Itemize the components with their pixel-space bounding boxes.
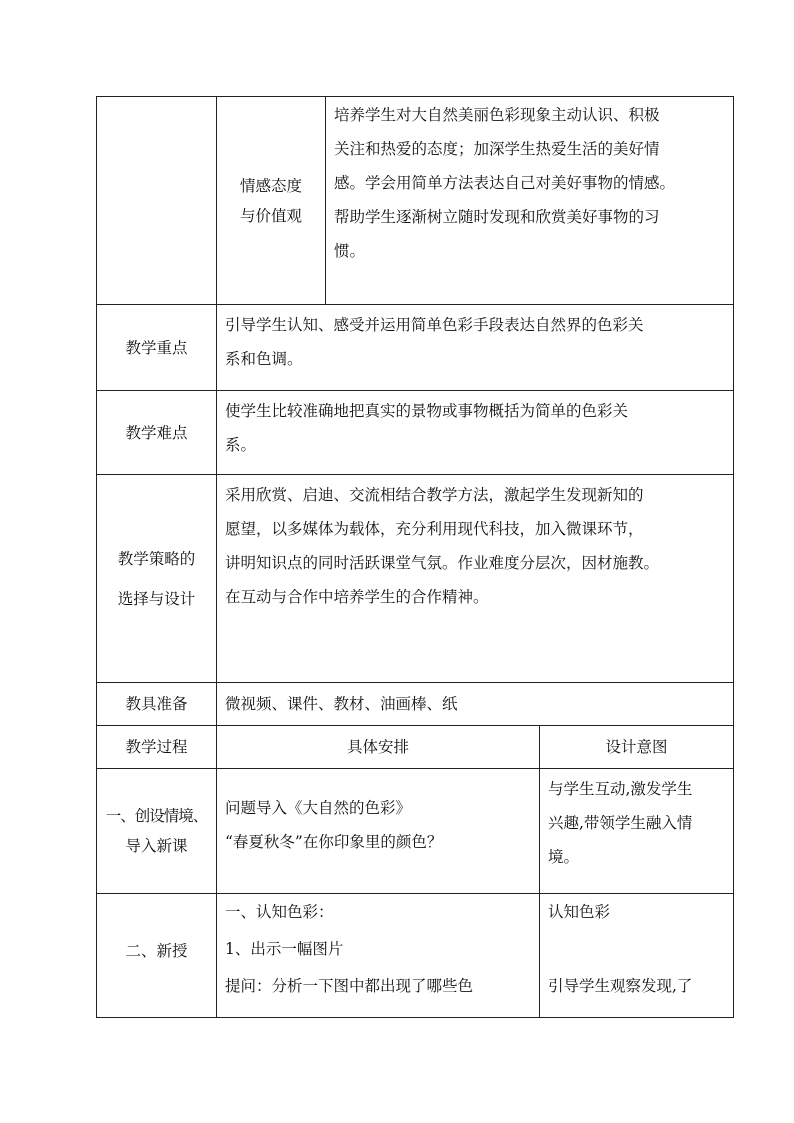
strategy-row <box>97 475 734 683</box>
process-header-stage: 教学过程 <box>97 726 217 769</box>
difficulties-content: 使学生比较准确地把真实的景物或事物概括为简单的色彩关 系。 <box>217 391 734 475</box>
materials-row <box>97 683 734 726</box>
lesson-plan-table <box>96 96 734 1018</box>
key-points-content: 引导学生认知、感受并运用简单色彩手段表达自然界的色彩关 系和色调。 <box>217 305 734 391</box>
affective-goals-row <box>97 97 734 305</box>
strategy-content: 采用欣赏、启迪、交流相结合教学方法，激起学生发现新知的 愿望，以多媒体为载体，充分利用现代科技，加入微课环节， 讲明知识点的同时活跃课堂气氛。作业难度分层次，因材施教。 在互动与合作中培养学生的合作精神。 <box>217 475 734 683</box>
process-header-row <box>97 726 734 769</box>
affective-goals-label: 情感态度 与价值观 <box>217 97 326 305</box>
lesson-plan-document <box>96 96 733 1018</box>
key-points-row <box>97 305 734 391</box>
stage2-intent: 认知色彩 引导学生观察发现,了 <box>540 894 734 1018</box>
stage1-label: 一、创设情境、 导入新课 <box>97 769 217 894</box>
stage1-intent: 与学生互动,激发学生 兴趣,带领学生融入情 境。 <box>540 769 734 894</box>
process-header-arrangement: 具体安排 <box>217 726 540 769</box>
stage1-row <box>97 769 734 894</box>
materials-label: 教具准备 <box>97 683 217 726</box>
affective-empty-cell <box>97 97 217 305</box>
materials-content: 微视频、课件、教材、油画棒、纸 <box>217 683 734 726</box>
stage1-arrangement: 问题导入《大自然的色彩》 “春夏秋冬”在你印象里的颜色？ <box>217 769 540 894</box>
strategy-label: 教学策略的 选择与设计 <box>97 475 217 683</box>
key-points-label: 教学重点 <box>97 305 217 391</box>
stage2-arrangement: 一、认知色彩： 1、出示一幅图片 提问：分析一下图中都出现了哪些色 <box>217 894 540 1018</box>
stage2-label: 二、新授 <box>97 894 217 1018</box>
difficulties-label: 教学难点 <box>97 391 217 475</box>
process-header-intent: 设计意图 <box>540 726 734 769</box>
difficulties-row <box>97 391 734 475</box>
stage2-row <box>97 894 734 1018</box>
affective-goals-content: 培养学生对大自然美丽色彩现象主动认识、积极 关注和热爱的态度；加深学生热爱生活的美好情 感。学会用简单方法表达自己对美好事物的情感。 帮助学生逐渐树立随时发现和欣赏美好事物的习 惯。 <box>326 97 734 305</box>
